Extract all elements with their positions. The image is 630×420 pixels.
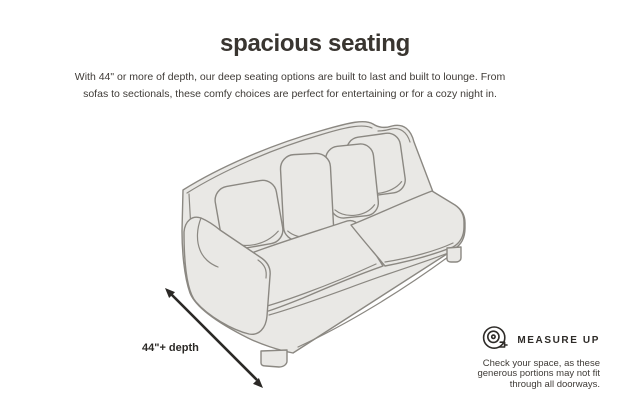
measure-up-note [410, 359, 600, 390]
page-title: spacious seating [220, 30, 410, 57]
measure-up-header [410, 325, 600, 356]
page-description [0, 69, 580, 103]
sofa-foot [447, 247, 461, 262]
measure-up-note-line: Check your space, as these [482, 358, 600, 369]
measure-up-note-line: through all doorways. [509, 378, 600, 390]
sofa-foot [261, 350, 287, 367]
depth-measurement-label: 44"+ depth [142, 342, 199, 354]
measure-up-callout [410, 325, 600, 390]
description-line: sofas to sectionals, these comfy choices are perfect for entertaining or for a cozy night in. [83, 88, 497, 100]
measure-up-heading: MEASURE UP [517, 335, 600, 346]
tape-measure-icon [482, 325, 508, 356]
measure-up-note-line: generous portions may not fit [477, 368, 600, 380]
description-line: With 44" or more of depth, our deep seating options are built to last and built to lounge. From [74, 71, 506, 83]
